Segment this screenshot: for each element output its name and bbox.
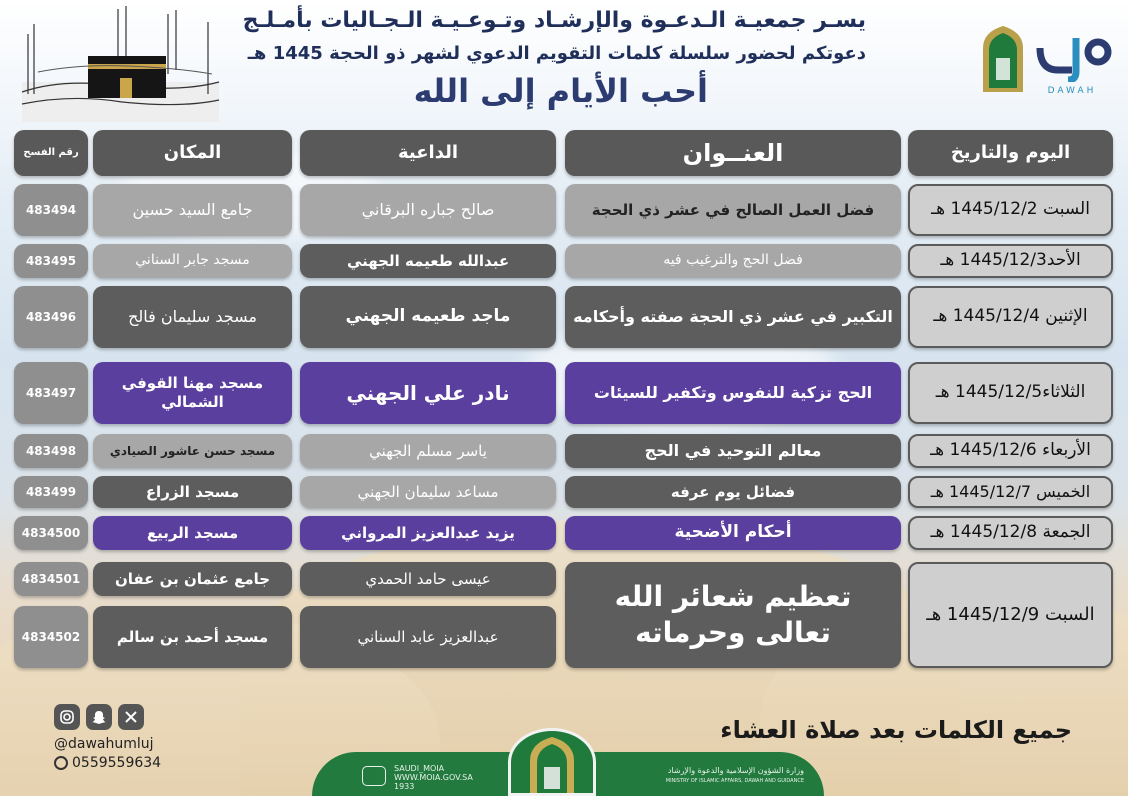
ministry-logo-icon	[980, 24, 1026, 94]
row-5-speaker: ياسر مسلم الجهني	[300, 434, 556, 468]
header-title: العنــوان	[565, 130, 901, 176]
row-1-speaker: صالح جباره البرقاني	[300, 184, 556, 236]
row-4-date: الثلاثاء1445/12/5 هـ	[908, 362, 1113, 424]
row-3-code: 483496	[14, 286, 88, 348]
row-2-speaker: عبدالله طعيمه الجهني	[300, 244, 556, 278]
row-7-speaker: يزيد عبدالعزيز المرواني	[300, 516, 556, 550]
snapchat-icon[interactable]	[86, 704, 112, 730]
row-8b-code: 4834502	[14, 606, 88, 668]
row-3-date: الإثنين 1445/12/4 هـ	[908, 286, 1113, 348]
row-7-code: 4834500	[14, 516, 88, 550]
row-8b-speaker: عبدالعزيز عابد السناني	[300, 606, 556, 668]
row-5-date: الأربعاء 1445/12/6 هـ	[908, 434, 1113, 468]
whatsapp-icon	[54, 756, 68, 770]
dawah-logo	[1032, 28, 1112, 94]
row-4-title: الحج تزكية للنفوس وتكفير للسيئات	[565, 362, 901, 424]
row-2-date: الأحد1445/12/3 هـ	[908, 244, 1113, 278]
instagram-icon[interactable]	[54, 704, 80, 730]
row-2-place: مسجد جابر السناني	[93, 244, 292, 278]
row-3-title: التكبير في عشر ذي الحجة صفته وأحكامه	[565, 286, 901, 348]
row-2-code: 483495	[14, 244, 88, 278]
social-handle-line	[54, 736, 224, 752]
footer-note: جميع الكلمات بعد صلاة العشاء	[720, 716, 1072, 744]
row-8-title: تعظيم شعائر الله تعالى وحرماته	[565, 562, 901, 668]
header-date: اليوم والتاريخ	[908, 130, 1113, 176]
ministry-name-en: MINISTRY OF ISLAMIC AFFAIRS, DAWAH AND GUIDANCE	[665, 778, 804, 784]
page-title: أحب الأيام إلى الله	[413, 72, 708, 110]
row-1-title: فضل العمل الصالح في عشر ذي الحجة	[565, 184, 901, 236]
row-2-title: فضل الحج والترغيب فيه	[565, 244, 901, 278]
ministry-social-icons	[362, 766, 386, 786]
phone-text[interactable]: 0559559634	[72, 755, 162, 771]
row-7-title: أحكام الأضحية	[565, 516, 901, 550]
row-8a-speaker: عيسى حامد الحمدي	[300, 562, 556, 596]
row-1-code: 483494	[14, 184, 88, 236]
row-8b-place: مسجد أحمد بن سالم	[93, 606, 292, 668]
dawah-logo-icon	[1032, 28, 1112, 82]
row-6-title: فضائل يوم عرفه	[565, 476, 901, 508]
kaaba-illustration	[18, 4, 223, 122]
social-contacts	[54, 704, 224, 771]
ministry-name-ar: وزارة الشؤون الإسلامية والدعوة والإرشاد	[667, 766, 804, 775]
header-code: رقم الفسح	[14, 130, 88, 176]
row-8-date: السبت 1445/12/9 هـ	[908, 562, 1113, 668]
row-1-date: السبت 1445/12/2 هـ	[908, 184, 1113, 236]
row-1-place: جامع السيد حسين	[93, 184, 292, 236]
ministry-site-1: SAUDI_MOIA	[394, 764, 445, 773]
row-3-place: مسجد سليمان فالح	[93, 286, 292, 348]
row-7-place: مسجد الربيع	[93, 516, 292, 550]
row-8a-place: جامع عثمان بن عفان	[93, 562, 292, 596]
header-invitation-line: يسـر جمعيـة الـدعـوة والإرشـاد وتـوعـيـة الـجـاليات بأمـلـج	[242, 8, 866, 33]
row-7-date: الجمعة 1445/12/8 هـ	[908, 516, 1113, 550]
x-twitter-icon[interactable]	[118, 704, 144, 730]
phone-line	[54, 755, 224, 771]
row-5-place: مسجد حسن عاشور الصيادي	[93, 434, 292, 468]
ministry-emblem-icon	[511, 731, 593, 793]
row-5-code: 483498	[14, 434, 88, 468]
row-3-speaker: ماجد طعيمه الجهني	[300, 286, 556, 348]
row-4-code: 483497	[14, 362, 88, 424]
row-4-place: مسجد مهنا القوفي الشمالي	[93, 362, 292, 424]
row-6-date: الخميس 1445/12/7 هـ	[908, 476, 1113, 508]
header-place: المكان	[93, 130, 292, 176]
header-speaker: الداعية	[300, 130, 556, 176]
ministry-emblem	[508, 728, 596, 796]
row-6-speaker: مساعد سليمان الجهني	[300, 476, 556, 508]
header-series-line: دعوتكم لحضور سلسلة كلمات التقويم الدعوي لشهر ذو الحجة 1445 هـ	[247, 43, 866, 64]
row-6-code: 483499	[14, 476, 88, 508]
ministry-site-3: 1933	[394, 782, 415, 791]
row-4-speaker: نادر علي الجهني	[300, 362, 556, 424]
row-6-place: مسجد الزراع	[93, 476, 292, 508]
dawah-logo-text: DAWAH	[1047, 86, 1097, 96]
social-icons	[54, 704, 224, 730]
row-8a-code: 4834501	[14, 562, 88, 596]
row-5-title: معالم التوحيد في الحج	[565, 434, 901, 468]
handle-text[interactable]: @dawahumluj	[54, 736, 154, 752]
ministry-site-2: WWW.MOIA.GOV.SA	[394, 773, 473, 782]
